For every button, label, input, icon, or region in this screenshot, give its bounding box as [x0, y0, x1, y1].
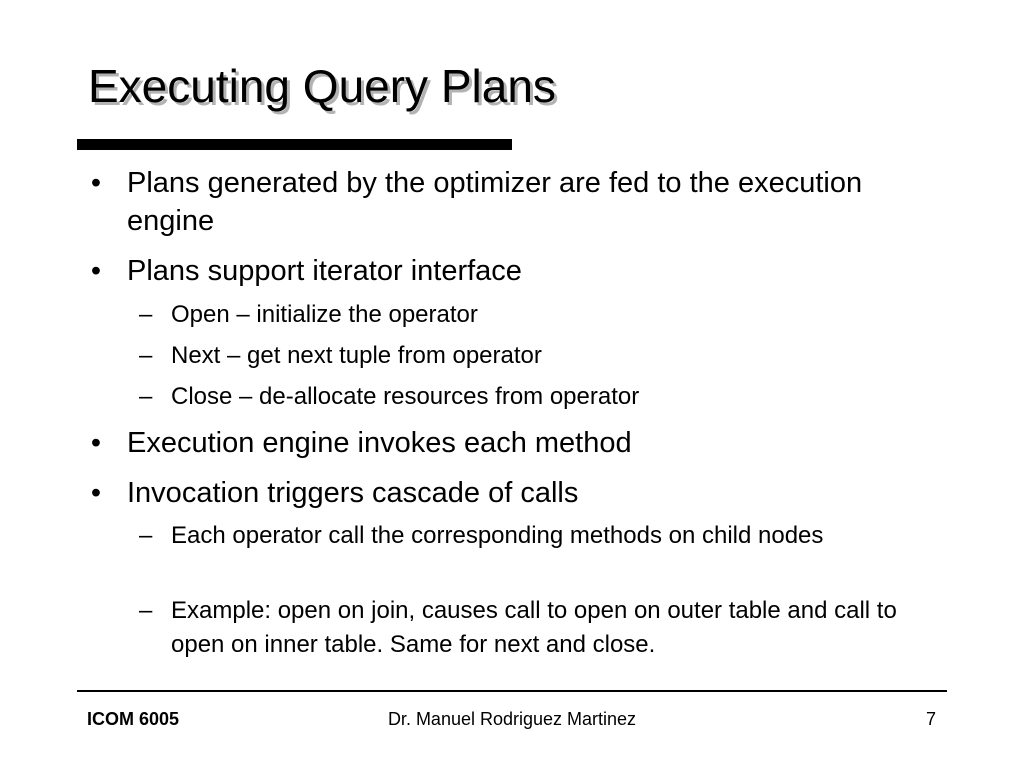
bullet-text: Plans support iterator interface	[127, 255, 522, 287]
footer-author: Dr. Manuel Rodriguez Martinez	[387, 709, 637, 729]
sub-bullet-item	[139, 594, 901, 662]
sub-bullet-marker: –	[139, 597, 153, 624]
bullet-text: Execution engine invokes each method	[127, 427, 632, 459]
bullet-item	[90, 252, 907, 290]
bullet-text: Plans generated by the optimizer are fed to the execution engine	[127, 167, 863, 237]
bullet-item	[90, 164, 907, 240]
bullet-marker: •	[90, 167, 102, 199]
slide-title: Executing Query Plans	[88, 60, 556, 112]
sub-bullet-marker: –	[139, 301, 153, 328]
title-underline	[77, 139, 512, 150]
bullet-marker: •	[90, 427, 102, 459]
bullet-marker: •	[90, 477, 102, 509]
sub-bullet-item	[139, 519, 871, 553]
bullet-text: Invocation triggers cascade of calls	[127, 477, 579, 509]
bullet-item	[90, 424, 907, 462]
sub-bullet-marker: –	[139, 522, 153, 549]
sub-bullet-marker: –	[139, 383, 153, 410]
sub-bullet-marker: –	[139, 342, 153, 369]
sub-bullet-item	[139, 339, 911, 373]
sub-bullet-text: Next – get next tuple from operator	[171, 342, 542, 369]
bullet-marker: •	[90, 255, 102, 287]
sub-bullet-text: Each operator call the corresponding methods on child nodes	[171, 522, 824, 549]
bullet-item	[90, 474, 907, 512]
footer-page-number: 7	[925, 709, 936, 729]
sub-bullet-text: Open – initialize the operator	[171, 301, 478, 328]
sub-bullet-text: Close – de-allocate resources from operator	[171, 383, 640, 410]
sub-bullet-item	[139, 380, 911, 414]
footer-divider	[77, 690, 947, 692]
sub-bullet-item	[139, 298, 911, 332]
sub-bullet-text: Example: open on join, causes call to open on outer table and call to open on inner table. Same for next and close.	[171, 597, 897, 658]
footer-course: ICOM 6005	[87, 709, 180, 729]
